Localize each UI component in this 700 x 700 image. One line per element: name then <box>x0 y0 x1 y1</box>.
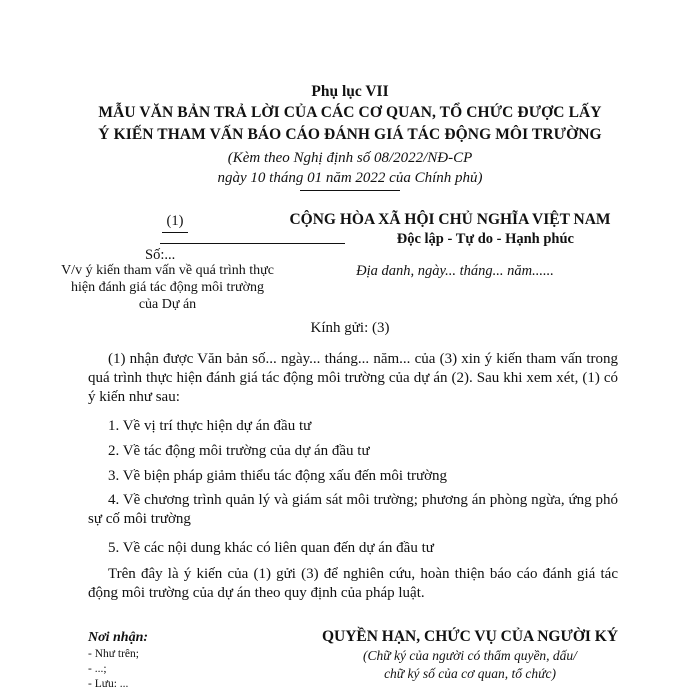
motto-underline <box>160 243 345 244</box>
national-motto-text: Độc lập - Tự do - Hạnh phúc <box>396 231 574 247</box>
national-motto <box>260 231 640 248</box>
signer-note-line-1: (Chữ ký của người có thẩm quyền, dấu/ <box>363 648 577 663</box>
appendix-label: Phụ lục VII <box>311 83 389 100</box>
opinion-item-3: 3. Về biện pháp giảm thiểu tác động xấu đến môi trường <box>108 468 448 484</box>
recipient-item: - ...; <box>88 663 107 675</box>
addressee: Kính gửi: (3) <box>310 320 390 336</box>
document-number: Số:... <box>145 247 176 263</box>
document-subject: V/v ý kiến tham vấn về quá trình thực hiện đánh giá tác động môi trường của Dự án <box>61 263 274 312</box>
opinion-item-1: 1. Về vị trí thực hiện dự án đầu tư <box>108 418 312 434</box>
signer-title: QUYỀN HẠN, CHỨC VỤ CỦA NGƯỜI KÝ <box>321 628 619 645</box>
document-title-line-2: Ý KIẾN THAM VẤN BÁO CÁO ĐÁNH GIÁ TÁC ĐỘNG MÔI TRƯỜNG <box>98 126 602 143</box>
document-title-line-1: MẪU VĂN BẢN TRẢ LỜI CỦA CÁC CƠ QUAN, TỔ CHỨC ĐƯỢC LẤY <box>98 104 602 121</box>
opinion-item-2: 2. Về tác động môi trường của dự án đầu tư <box>108 443 370 459</box>
signer-note-line-2: chữ ký số của cơ quan, tổ chức) <box>384 666 556 681</box>
place-and-date: Địa danh, ngày... tháng... năm...... <box>356 263 554 279</box>
closing-paragraph: Trên đây là ý kiến của (1) gửi (3) để nghiên cứu, hoàn thiện báo cáo đánh giá tác động môi trường của dự án theo quy định của pháp luật. <box>88 566 618 601</box>
issuer-name: (1) <box>166 213 184 229</box>
issuer-underline <box>162 232 188 233</box>
decree-reference-line-2: ngày 10 tháng 01 năm 2022 của Chính phủ) <box>217 170 483 186</box>
recipient-item: - Lưu: ... <box>88 678 129 690</box>
opinion-item-5: 5. Về các nội dung khác có liên quan đến dự án đầu tư <box>108 540 434 556</box>
opinion-item-4: 4. Về chương trình quản lý và giám sát môi trường; phương án phòng ngừa, ứng phó sự cố môi trường <box>88 492 618 527</box>
intro-paragraph: (1) nhận được Văn bản số... ngày... tháng... năm... của (3) xin ý kiến tham vấn trong quá trình thực hiện đánh giá tác động môi trường của dự án (2). Sau khi xem xét, (1) có ý kiến như sau: <box>88 351 618 405</box>
recipients-title: Nơi nhận: <box>88 630 149 645</box>
decree-underline <box>300 190 400 191</box>
decree-reference-line-1: (Kèm theo Nghị định số 08/2022/NĐ-CP <box>227 150 473 166</box>
recipient-item: - Như trên; <box>88 648 139 660</box>
nation-name: CỘNG HÒA XÃ HỘI CHỦ NGHĨA VIỆT NAM <box>289 211 611 228</box>
